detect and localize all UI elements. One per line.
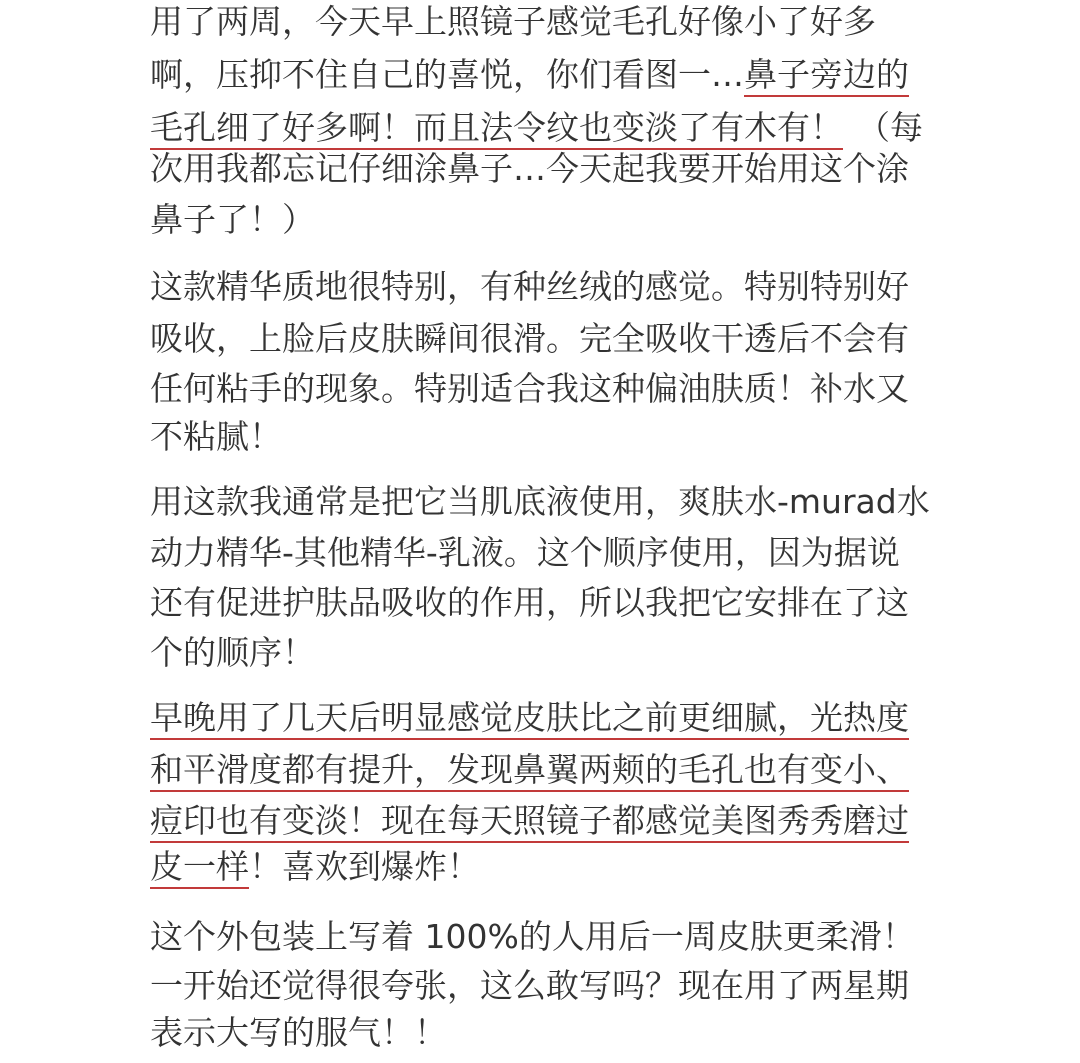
text-segment: ！喜欢到爆炸！ bbox=[249, 847, 480, 886]
text-line bbox=[150, 47, 909, 103]
text-line bbox=[150, 742, 909, 798]
text-line: 吸收，上脸后皮肤瞬间很滑。完全吸收干透后不会有 bbox=[150, 319, 909, 358]
text-line: 鼻子了！） bbox=[150, 200, 315, 239]
underlined-text: 痘印也有变淡！现在每天照镜子都感觉美图秀秀磨过 bbox=[150, 801, 909, 843]
text-line: 这个外包装上写着 100%的人用后一周皮肤更柔滑！ bbox=[150, 917, 915, 956]
text-segment: （每 bbox=[857, 108, 923, 147]
text-line: 动力精华-其他精华-乳液。这个顺序使用，因为据说 bbox=[150, 533, 900, 572]
text-line: 一开始还觉得很夸张，这么敢写吗？现在用了两星期 bbox=[150, 966, 909, 1005]
text-line: 次用我都忘记仔细涂鼻子…今天起我要开始用这个涂 bbox=[150, 149, 909, 188]
underlined-text: 皮一样 bbox=[150, 847, 249, 889]
underlined-text: 早晚用了几天后明显感觉皮肤比之前更细腻，光热度 bbox=[150, 698, 909, 740]
text-line: 任何粘手的现象。特别适合我这种偏油肤质！补水又 bbox=[150, 369, 909, 408]
underlined-text: 鼻子旁边的 bbox=[744, 55, 909, 97]
text-line: 用这款我通常是把它当肌底液使用，爽肤水-murad水 bbox=[150, 482, 930, 521]
text-line bbox=[150, 690, 909, 746]
text-line: 个的顺序！ bbox=[150, 633, 315, 672]
underlined-text: 毛孔细了好多啊！而且法令纹也变淡了有木有！ bbox=[150, 108, 843, 150]
text-line: 用了两周，今天早上照镜子感觉毛孔好像小了好多 bbox=[150, 2, 876, 41]
text-line bbox=[150, 839, 480, 895]
text-line: 表示大写的服气！！ bbox=[150, 1013, 447, 1052]
underlined-text: 和平滑度都有提升，发现鼻翼两颊的毛孔也有变小、 bbox=[150, 750, 909, 792]
text-segment: 啊，压抑不住自己的喜悦，你们看图一… bbox=[150, 55, 744, 94]
text-line: 这款精华质地很特别，有种丝绒的感觉。特别特别好 bbox=[150, 267, 909, 306]
text-line: 不粘腻！ bbox=[150, 417, 282, 456]
text-line: 还有促进护肤品吸收的作用，所以我把它安排在了这 bbox=[150, 583, 909, 622]
